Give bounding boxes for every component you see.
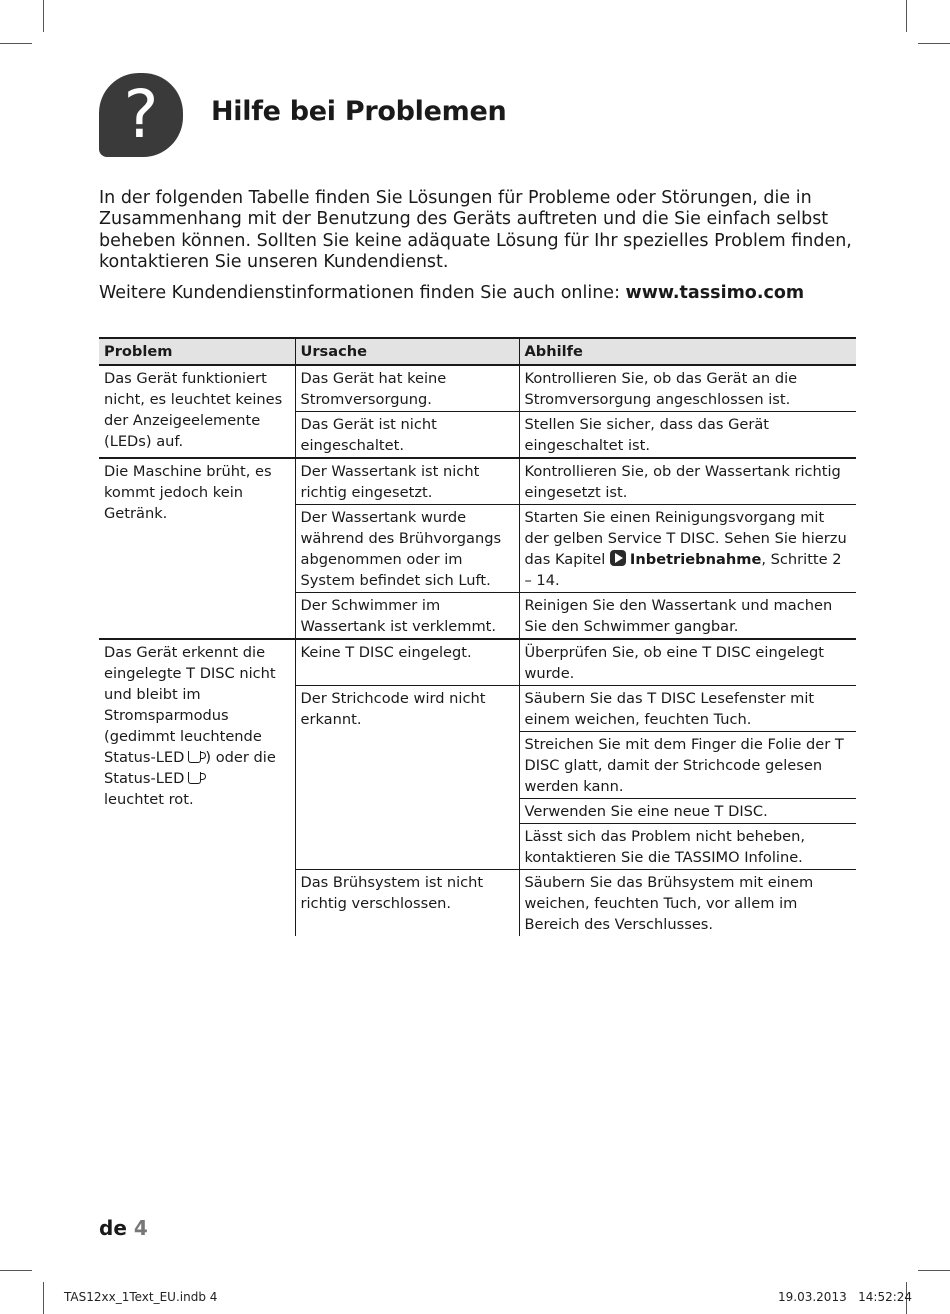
header-remedy: Abhilfe — [519, 338, 856, 365]
header-cause: Ursache — [295, 338, 519, 365]
cause-cell: Der Schwimmer im Wassertank ist verklemmt. — [295, 593, 519, 640]
chapter-reference: Inbetriebnahme — [629, 551, 762, 568]
remedy-text: , Schritte 2 – 14. — [524, 551, 842, 589]
header-problem: Problem — [99, 338, 295, 365]
remedy-cell: Überprüfen Sie, ob eine T DISC eingelegt wurde. — [519, 639, 856, 686]
cause-cell: Keine T DISC eingelegt. — [295, 639, 519, 686]
remedy-cell: Säubern Sie das T DISC Lesefenster mit einem weichen, feuchten Tuch. — [519, 686, 856, 732]
table-row — [99, 639, 856, 686]
remedy-cell: Stellen Sie sicher, dass das Gerät eingeschaltet ist. — [519, 412, 856, 459]
crop-mark — [918, 1270, 950, 1271]
cup-led-icon — [188, 751, 201, 763]
crop-mark — [43, 1282, 44, 1314]
problem-cell: Das Gerät funktioniert nicht, es leuchtet keines der Anzeigeelemente (LEDs) auf. — [99, 365, 295, 458]
crop-mark — [0, 43, 32, 44]
crop-mark — [0, 1270, 32, 1271]
problem-text: leuchtet rot. — [104, 791, 194, 808]
remedy-cell: Verwenden Sie eine neue T DISC. — [519, 799, 856, 824]
play-chapter-icon — [610, 550, 626, 566]
question-mark-icon: ? — [99, 73, 183, 157]
page-title: Hilfe bei Problemen — [211, 96, 507, 127]
remedy-cell: Kontrollieren Sie, ob das Gerät an die Stromversorgung angeschlossen ist. — [519, 365, 856, 412]
problem-text: ) oder die Status-LED — [104, 749, 276, 787]
cause-cell: Das Gerät ist nicht eingeschaltet. — [295, 412, 519, 459]
footer-filename: TAS12xx_1Text_EU.indb 4 — [64, 1290, 218, 1304]
crop-mark — [906, 0, 907, 32]
remedy-text: Starten Sie einen Reinigungsvorgang mit der gelben Service T DISC. Sehen Sie hierzu das Kapitel — [524, 509, 847, 568]
table-row — [99, 458, 856, 505]
cause-cell: Der Wassertank wurde während des Brühvorgangs abgenommen oder im System befindet sich Luft. — [295, 505, 519, 593]
crop-mark — [43, 0, 44, 32]
online-info — [99, 282, 869, 304]
cup-led-icon — [188, 772, 201, 784]
website-link[interactable]: www.tassimo.com — [625, 283, 805, 303]
remedy-cell: Reinigen Sie den Wassertank und machen Sie den Schwimmer gangbar. — [519, 593, 856, 640]
intro-paragraph: In der folgenden Tabelle finden Sie Lösungen für Probleme oder Störungen, die in Zusammenhang mit der Benutzung des Geräts auftreten und die Sie einfach selbst beheben können. Sollten Sie keine adäquate Lösung für Ihr spezielles Problem finden, kontaktieren Sie unseren Kundendienst. — [99, 188, 852, 272]
remedy-cell: Kontrollieren Sie, ob der Wassertank richtig eingesetzt ist. — [519, 458, 856, 505]
remedy-cell — [519, 505, 856, 593]
cause-cell: Der Wassertank ist nicht richtig eingesetzt. — [295, 458, 519, 505]
footer-timestamp: 19.03.2013 14:52:24 — [778, 1290, 913, 1304]
page-number-value: 4 — [133, 1216, 148, 1240]
cause-cell: Das Brühsystem ist nicht richtig verschlossen. — [295, 870, 519, 937]
remedy-cell: Lässt sich das Problem nicht beheben, kontaktieren Sie die TASSIMO Infoline. — [519, 824, 856, 870]
problem-cell: Die Maschine brüht, es kommt jedoch kein Getränk. — [99, 458, 295, 639]
crop-mark — [918, 43, 950, 44]
cause-cell: Der Strichcode wird nicht erkannt. — [295, 686, 519, 870]
table-row — [99, 365, 856, 412]
remedy-cell: Streichen Sie mit dem Finger die Folie der T DISC glatt, damit der Strichcode gelesen werden kann. — [519, 732, 856, 799]
online-info-text: Weitere Kundendienstinformationen finden Sie auch online: — [99, 283, 626, 303]
cause-cell: Das Gerät hat keine Stromversorgung. — [295, 365, 519, 412]
problem-text: Das Gerät erkennt die eingelegte T DISC nicht und bleibt im Stromsparmodus (gedimmt leuchtende Status-LED — [104, 644, 276, 766]
remedy-cell: Säubern Sie das Brühsystem mit einem weichen, feuchten Tuch, vor allem im Bereich des Verschlusses. — [519, 870, 856, 937]
table-header-row — [99, 338, 856, 365]
language-code: de — [99, 1216, 127, 1240]
troubleshooting-table — [99, 337, 856, 936]
page-number — [99, 1216, 148, 1240]
problem-cell — [99, 639, 295, 936]
